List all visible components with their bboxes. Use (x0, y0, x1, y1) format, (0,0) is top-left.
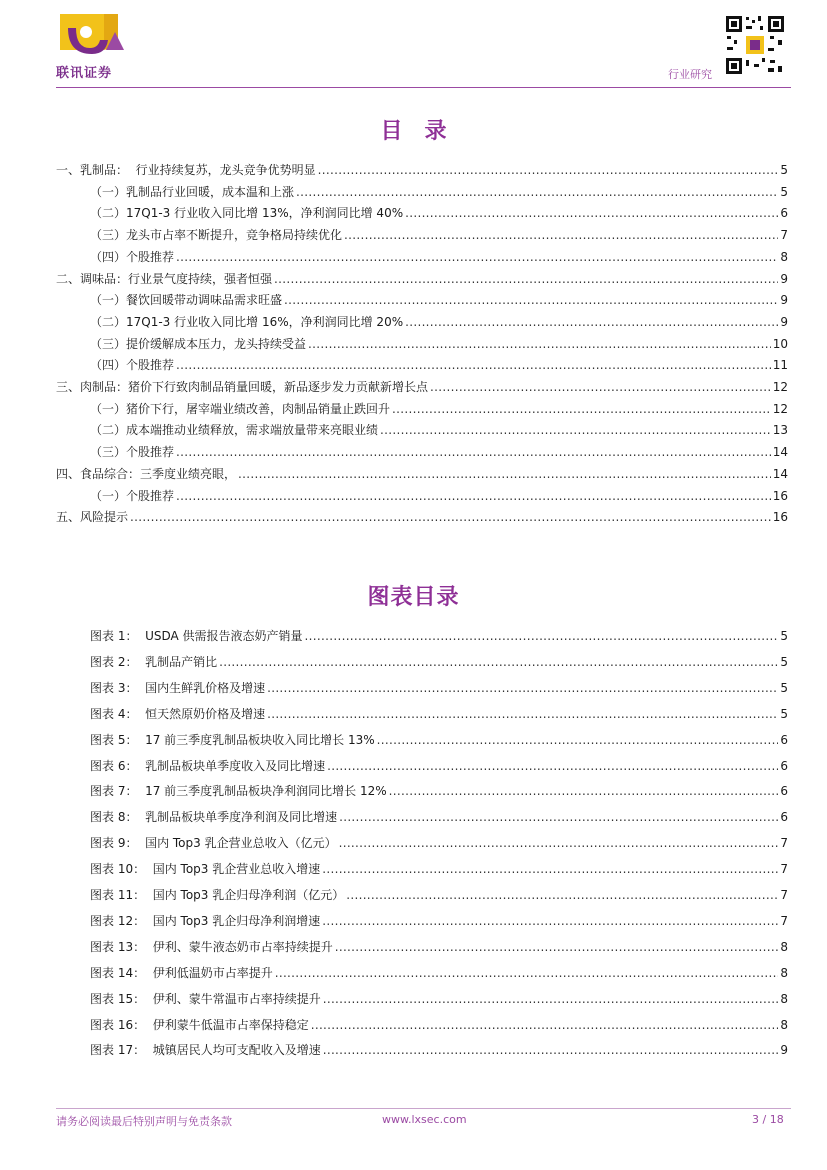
figure-entry[interactable] (90, 807, 788, 827)
figure-entry[interactable] (90, 937, 788, 957)
toc-entry[interactable] (56, 507, 788, 527)
toc-leader-dots (308, 334, 771, 354)
toc-entry-title: 五、风险提示 (56, 510, 129, 525)
figure-entry[interactable] (90, 885, 788, 905)
figure-page-number: 8 (780, 965, 788, 980)
toc-page-number: 5 (780, 184, 788, 199)
figure-page-number: 7 (780, 862, 788, 877)
figure-entry[interactable] (90, 833, 788, 853)
figure-page-number: 8 (780, 1017, 788, 1032)
toc-leader-dots (130, 507, 771, 527)
figure-leader-dots (275, 963, 779, 983)
figure-list-title: 图表目录 (367, 585, 460, 610)
toc-entry-title: （四）个股推荐 (90, 358, 175, 373)
figure-leader-dots (335, 937, 779, 957)
figure-leader-dots (346, 885, 778, 905)
page-header (0, 0, 827, 92)
figure-leader-dots (389, 781, 779, 801)
toc-entry[interactable] (90, 247, 788, 267)
toc-entry[interactable] (56, 269, 788, 289)
figure-entry[interactable] (90, 859, 788, 879)
figure-page-number: 8 (780, 939, 788, 954)
figure-entry-title: 图表 13： 伊利、蒙牛液态奶市占率持续提升 (90, 939, 333, 954)
toc-entry[interactable] (90, 182, 788, 202)
figure-page-number: 5 (780, 680, 788, 695)
company-name: 联讯证券 (56, 66, 113, 81)
toc-page-number: 6 (780, 206, 788, 221)
toc-leader-dots (284, 290, 778, 310)
toc-leader-dots (176, 247, 778, 267)
figure-entry-title: 图表 4： 恒天然原奶价格及增速 (90, 706, 266, 721)
toc-leader-dots (344, 225, 778, 245)
toc-entry[interactable] (90, 355, 788, 375)
figure-leader-dots (323, 1040, 779, 1060)
qr-code-icon (724, 14, 786, 76)
toc-entry-title: （一）餐饮回暖带动调味品需求旺盛 (90, 293, 283, 308)
toc-page-number: 13 (772, 423, 788, 438)
toc-entry-title: 四、食品综合：三季度业绩亮眼， (56, 466, 237, 481)
toc-entry[interactable] (56, 464, 788, 484)
figure-page-number: 5 (780, 629, 788, 643)
toc-title: 目录 (380, 119, 469, 144)
figure-leader-dots (305, 626, 779, 646)
toc-page-number: 10 (772, 336, 788, 351)
figure-entry-title: 图表 16： 伊利蒙牛低温市占率保持稳定 (90, 1017, 309, 1032)
figure-entry[interactable] (90, 1015, 788, 1035)
toc-entry[interactable] (90, 399, 788, 419)
footer-divider (56, 1108, 791, 1109)
toc-entry[interactable] (90, 203, 788, 223)
toc-entry-title: （一）乳制品行业回暖，成本温和上涨 (90, 184, 295, 199)
figure-leader-dots (267, 678, 778, 698)
toc-entry-title: （四）个股推荐 (90, 249, 175, 264)
figure-leader-dots (311, 1015, 779, 1035)
toc-page-number: 14 (772, 466, 788, 481)
toc-leader-dots (405, 312, 778, 332)
toc-entry-title: 三、肉制品：猪价下行致肉制品销量回暖，新品逐步发力贡献新增长点 (56, 380, 429, 394)
toc-page-number: 16 (772, 510, 788, 525)
figure-entry[interactable] (90, 704, 788, 724)
figure-leader-dots (267, 704, 778, 724)
figure-entry[interactable] (90, 1040, 788, 1060)
toc-page-number: 11 (772, 358, 788, 373)
footer-website[interactable]: www.lxsec.com (382, 1113, 467, 1126)
figure-page-number: 6 (780, 810, 788, 825)
toc-leader-dots (405, 203, 778, 223)
figure-leader-dots (323, 989, 779, 1009)
footer-disclaimer: 请务必阅读最后特别声明与免责条款 (56, 1115, 232, 1128)
figure-entry-title: 图表 1： USDA 供需报告液态奶产销量 (90, 629, 303, 643)
figure-page-number: 8 (780, 991, 788, 1006)
footer-page-number: 3 / 18 (752, 1113, 784, 1126)
figure-page-number: 7 (780, 888, 788, 902)
figure-entry-title: 图表 8： 乳制品板块单季度净利润及同比增速 (90, 810, 338, 825)
figure-entry-title: 图表 2： 乳制品产销比 (90, 654, 218, 669)
toc-entry-title: （二）17Q1-3 行业收入同比增 13%，净利润同比增 40% (90, 206, 404, 221)
toc-entry-title: （三）龙头市占率不断提升，竞争格局持续优化 (90, 228, 343, 243)
toc-entry-title: 一、乳制品： 行业持续复苏，龙头竞争优势明显 (56, 163, 316, 177)
toc-page-number: 7 (780, 228, 788, 243)
toc-entry[interactable] (56, 160, 788, 180)
figure-entry[interactable] (90, 756, 788, 776)
toc-leader-dots (392, 399, 771, 419)
toc-entry[interactable] (90, 312, 788, 332)
toc-leader-dots (176, 355, 771, 375)
figure-entry[interactable] (90, 678, 788, 698)
figure-entry[interactable] (90, 626, 788, 646)
toc-page-number: 12 (772, 380, 788, 394)
toc-leader-dots (274, 269, 778, 289)
figure-entry[interactable] (90, 989, 788, 1009)
toc-entry[interactable] (56, 377, 788, 397)
figure-entry-title: 图表 9： 国内 Top3 乳企营业总收入（亿元） (90, 836, 337, 851)
figure-page-number: 5 (780, 654, 788, 669)
toc-page-number: 12 (772, 401, 788, 416)
figure-entry[interactable] (90, 911, 788, 931)
toc-entry-title: （二）17Q1-3 行业收入同比增 16%，净利润同比增 20% (90, 314, 404, 329)
figure-page-number: 6 (780, 758, 788, 773)
toc-leader-dots (380, 420, 771, 440)
figure-leader-dots (322, 911, 778, 931)
figure-entry-title: 图表 5： 17 前三季度乳制品板块收入同比增长 13% (90, 732, 375, 747)
toc-entry[interactable] (90, 225, 788, 245)
toc-entry-title: （一）个股推荐 (90, 488, 175, 503)
figure-leader-dots (327, 756, 778, 776)
toc-entry[interactable] (90, 290, 788, 310)
toc-leader-dots (430, 377, 771, 397)
toc-entry[interactable] (90, 420, 788, 440)
figure-page-number: 7 (780, 913, 788, 928)
figure-entry[interactable] (90, 652, 788, 672)
figure-page-number: 6 (780, 784, 788, 799)
figure-leader-dots (377, 730, 779, 750)
toc-entry-title: （三）提价缓解成本压力，龙头持续受益 (90, 336, 307, 351)
figure-entry-title: 图表 10： 国内 Top3 乳企营业总收入增速 (90, 862, 321, 877)
figure-page-number: 9 (780, 1043, 788, 1058)
figure-entry-title: 图表 11： 国内 Top3 乳企归母净利润（亿元） (90, 888, 345, 902)
toc-leader-dots (296, 182, 778, 202)
toc-leader-dots (318, 160, 779, 180)
header-divider (56, 87, 791, 88)
figure-entry-title: 图表 7： 17 前三季度乳制品板块净利润同比增长 12% (90, 784, 387, 799)
figure-entry-title: 图表 3： 国内生鲜乳价格及增速 (90, 680, 266, 695)
toc-leader-dots (176, 442, 771, 462)
figure-entry-title: 图表 15： 伊利、蒙牛常温市占率持续提升 (90, 991, 321, 1006)
toc-leader-dots (176, 486, 771, 506)
figure-leader-dots (219, 652, 778, 672)
figure-entry-title: 图表 17： 城镇居民人均可支配收入及增速 (90, 1043, 321, 1058)
figure-leader-dots (322, 859, 778, 879)
toc-page-number: 8 (780, 249, 788, 264)
report-type-label: 行业研究 (668, 68, 712, 81)
figure-leader-dots (339, 807, 778, 827)
figure-entry-title: 图表 14： 伊利低温奶市占率提升 (90, 965, 273, 980)
toc-page-number: 14 (772, 445, 788, 460)
figure-entry-title: 图表 6： 乳制品板块单季度收入及同比增速 (90, 758, 326, 773)
toc-entry-title: （二）成本端推动业绩释放，需求端放量带来亮眼业绩 (90, 423, 379, 438)
figure-entry[interactable] (90, 963, 788, 983)
figure-page-number: 6 (780, 732, 788, 747)
toc-entry[interactable] (90, 334, 788, 354)
figure-entry[interactable] (90, 730, 788, 750)
toc-leader-dots (238, 464, 771, 484)
toc-entry-title: 二、调味品：行业景气度持续，强者恒强 (56, 271, 273, 286)
toc-page-number: 5 (780, 163, 788, 177)
figure-page-number: 7 (780, 836, 788, 851)
toc-entry[interactable] (90, 486, 788, 506)
toc-page-number: 16 (772, 488, 788, 503)
toc-entry[interactable] (90, 442, 788, 462)
toc-entry-title: （三）个股推荐 (90, 445, 175, 460)
toc-page-number: 9 (780, 314, 788, 329)
figure-page-number: 5 (780, 706, 788, 721)
figure-entry[interactable] (90, 781, 788, 801)
toc-entry-title: （一）猪价下行，屠宰端业绩改善，肉制品销量止跌回升 (90, 401, 391, 416)
figure-leader-dots (339, 833, 779, 853)
toc-page-number: 9 (780, 271, 788, 286)
figure-entry-title: 图表 12： 国内 Top3 乳企归母净利润增速 (90, 913, 321, 928)
toc-page-number: 9 (780, 293, 788, 308)
